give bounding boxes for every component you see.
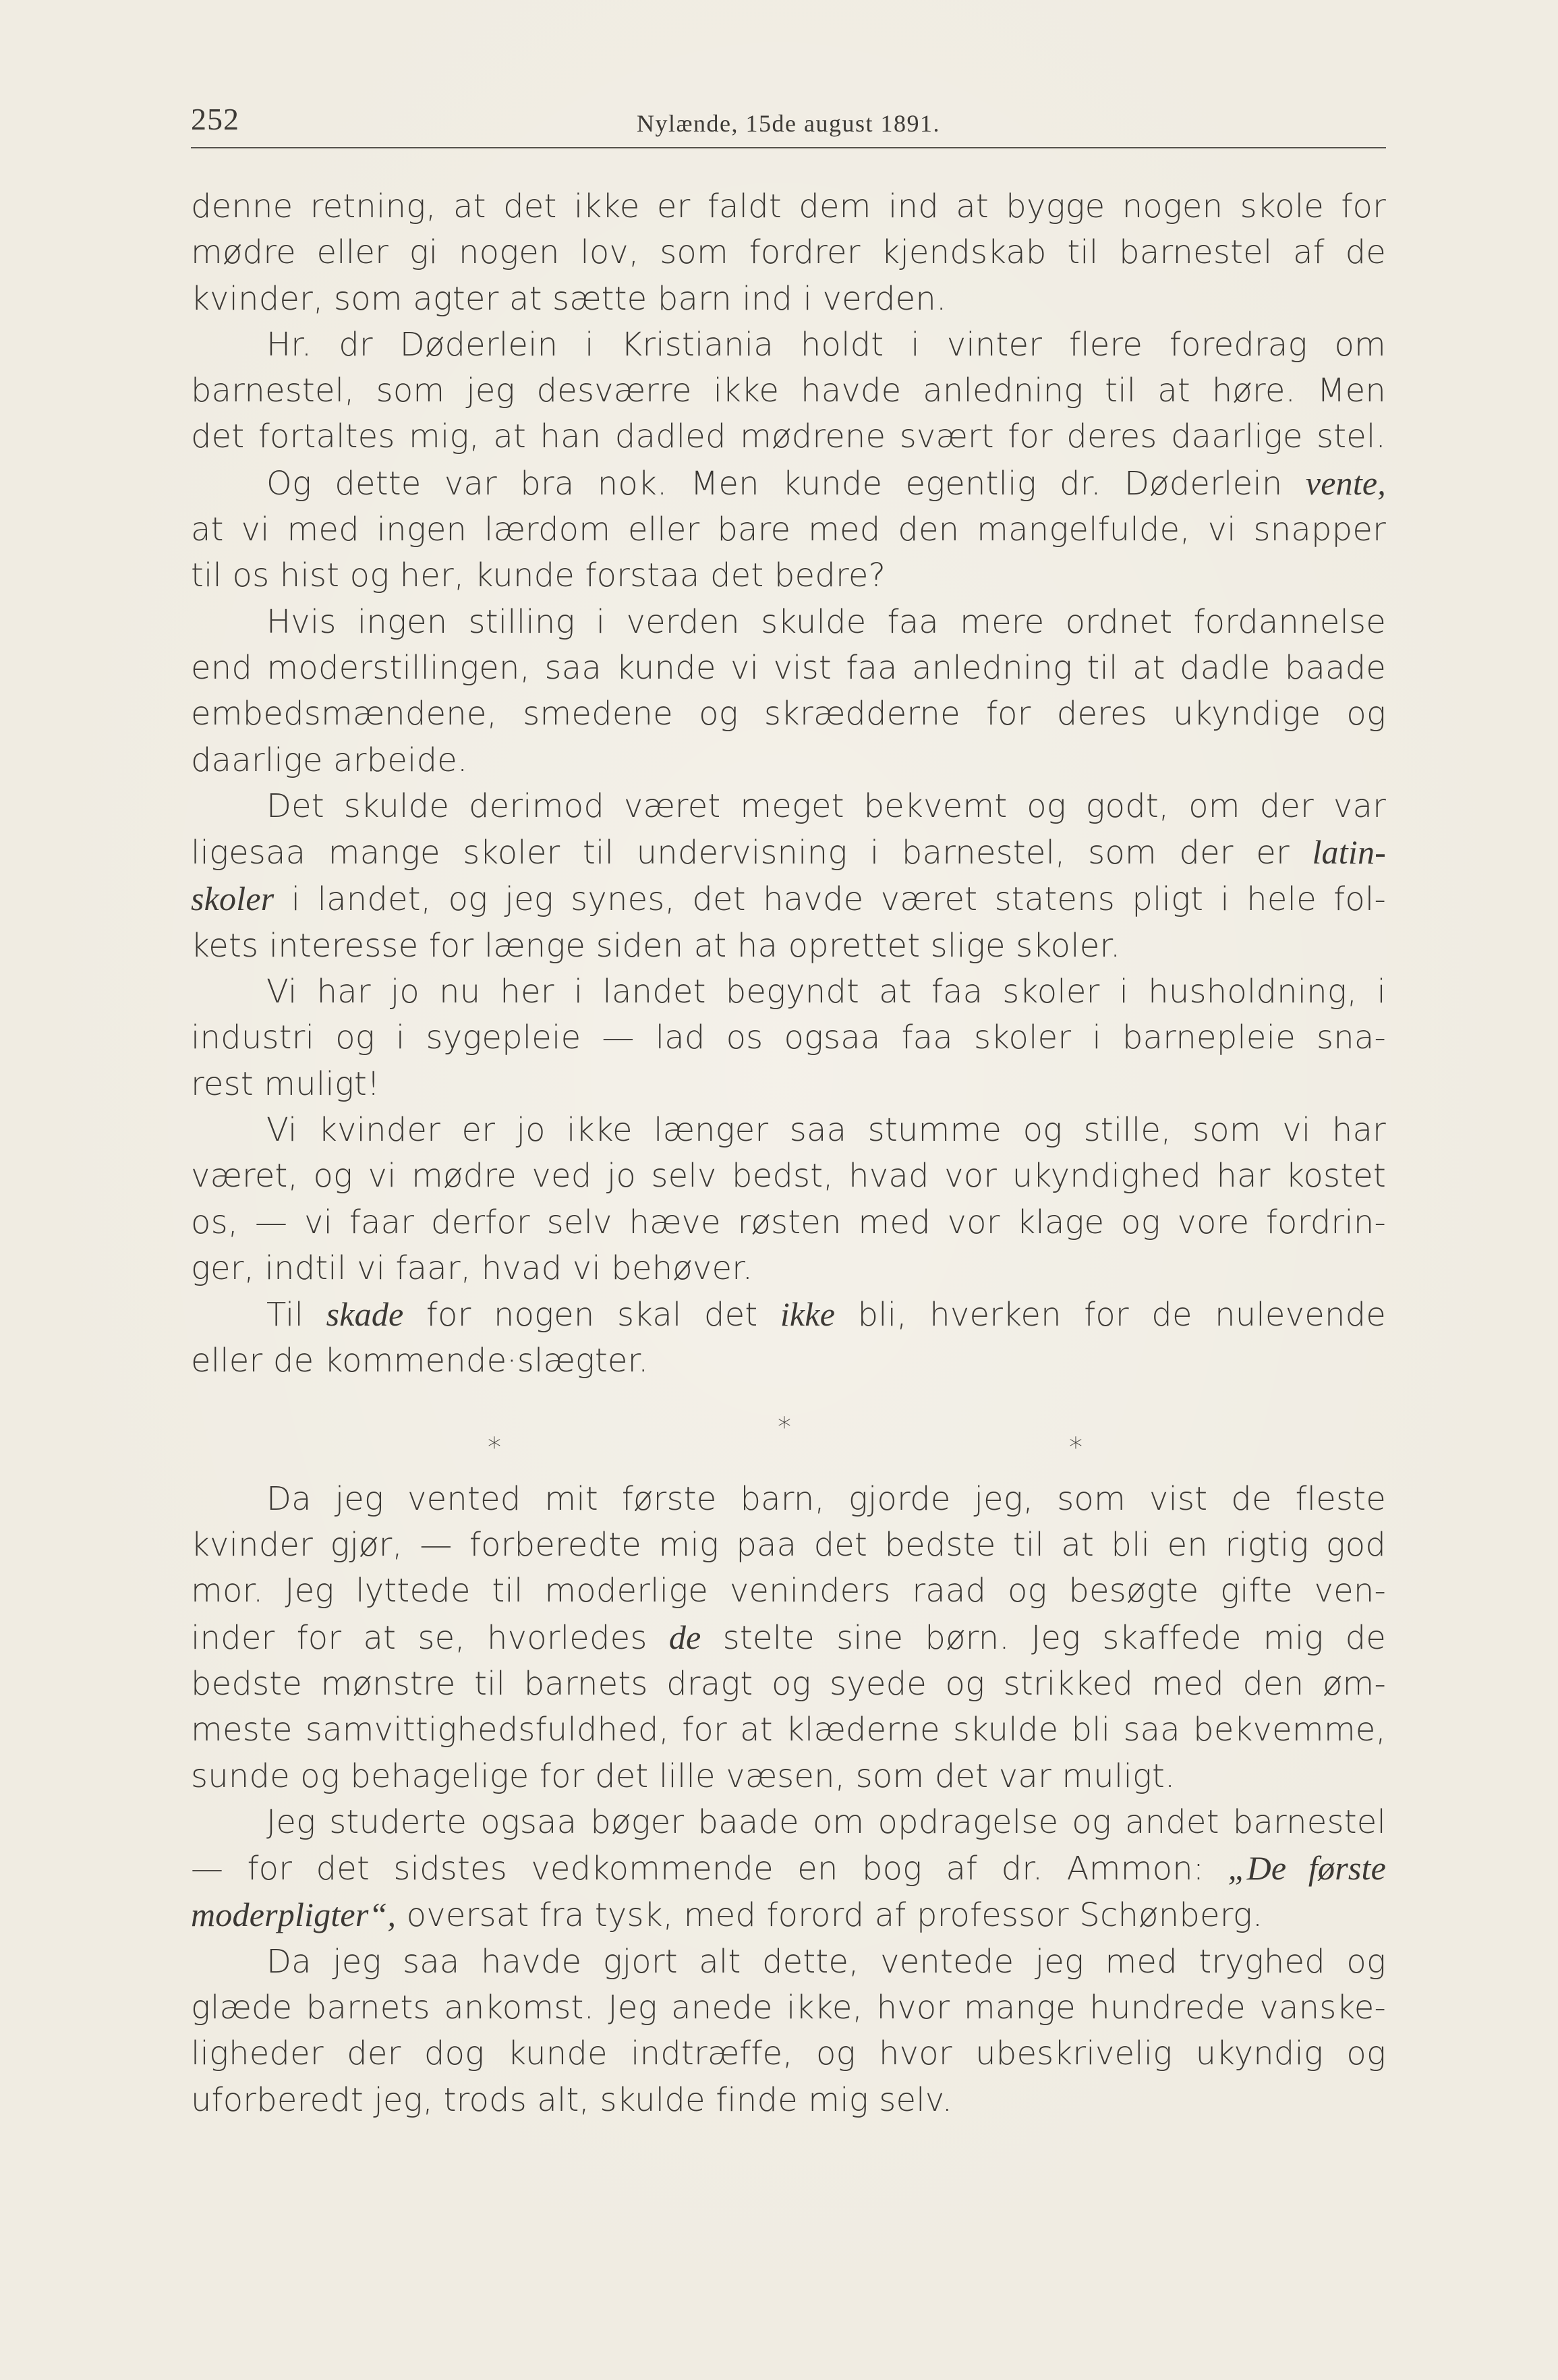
- italic-word: skade: [326, 1295, 404, 1334]
- text-line: industri og i sygepleie — lad os ogsaa faa skoler i barnepleie sna-: [191, 1019, 1386, 1057]
- text-segment: for nogen skal det: [426, 1296, 758, 1334]
- text-line: Hr. dr Døderlein i Kristiania holdt i vinter flere foredrag om: [266, 325, 1386, 364]
- text-line: [191, 1892, 1386, 1938]
- text-line: det fortaltes mig, at han dadled mødrene svært for deres daarlige stel.: [191, 418, 1386, 456]
- paragraph: [191, 783, 1386, 969]
- text-line: ger, indtil vi faar, hvad vi behøver.: [191, 1249, 753, 1287]
- asterisk-right: *: [1069, 1432, 1083, 1463]
- text-line: daarlige arbeide.: [191, 741, 468, 779]
- italic-word: de: [668, 1618, 701, 1656]
- text-line: meste samvittighedsfuldhed, for at klæderne skulde bli saa bekvemme,: [191, 1711, 1386, 1749]
- text-segment: stelte sine børn. Jeg skaffede mig de: [722, 1618, 1386, 1657]
- text-line: denne retning, at det ikke er faldt dem ind at bygge nogen skole for: [191, 188, 1386, 225]
- text-segment: oversat fra tysk, med forord af professor Schønberg.: [406, 1896, 1263, 1935]
- italic-title: moderpligter“,: [191, 1896, 397, 1934]
- text-line: kets interesse for længe siden at ha oprettet slige skoler.: [191, 926, 1121, 965]
- text-line: mor. Jeg lyttede til moderlige veninders raad og besøgte gifte ven-: [191, 1572, 1386, 1610]
- paragraph: [191, 1939, 1386, 2123]
- text-line: [191, 829, 1386, 876]
- paragraph: [191, 183, 1386, 322]
- paragraph: [191, 599, 1386, 783]
- text-line: Da jeg vented mit første barn, gjorde jeg, som vist de fleste: [266, 1479, 1386, 1518]
- paragraph: [191, 969, 1386, 1107]
- text-line: sunde og behagelige for det lille væsen, som det var muligt.: [191, 1757, 1176, 1795]
- page-header: [191, 100, 1386, 151]
- paragraph: [191, 460, 1386, 599]
- text-line: at vi med ingen lærdom eller bare med den mangelfulde, vi snapper: [191, 511, 1386, 549]
- text-line: end moderstillingen, saa kunde vi vist faa anledning til at dadle baade: [191, 648, 1386, 687]
- page-number: 252: [191, 102, 239, 136]
- asterisk-top: *: [778, 1411, 792, 1443]
- text-segment: ligesaa mange skoler til undervisning i barnestel, som der er: [191, 834, 1290, 872]
- text-line: eller de kommende·slægter.: [191, 1342, 649, 1380]
- italic-word: vente,: [1305, 463, 1386, 502]
- text-line: Hvis ingen stilling i verden skulde faa mere ordnet fordannelse: [266, 602, 1386, 641]
- text-line: Da jeg saa havde gjort alt dette, ventede jeg med tryghed og: [266, 1942, 1386, 1981]
- header-rule: [191, 147, 1386, 148]
- text-segment: inder for at se, hvorledes: [191, 1618, 647, 1657]
- paragraph: [191, 322, 1386, 460]
- paragraph: [191, 1476, 1386, 1799]
- running-head: Nylænde, 15de august 1891.: [637, 110, 940, 137]
- text-line: bedste mønstre til barnets dragt og syede og strikked med den øm-: [191, 1664, 1386, 1703]
- italic-word: latin-: [1312, 833, 1386, 872]
- text-line: til os hist og her, kunde forstaa det bedre?: [191, 557, 886, 595]
- text-line: [191, 1845, 1386, 1892]
- text-segment: Og dette var bra nok. Men kunde egentlig dr. Døderlein: [266, 464, 1283, 503]
- text-line: kvinder, som agter at sætte barn ind i verden.: [191, 279, 947, 318]
- text-line: rest muligt!: [191, 1065, 380, 1103]
- text-line: været, og vi mødre ved jo selv bedst, hvad vor ukyndighed har kostet: [191, 1157, 1386, 1195]
- text-line: [191, 1291, 1386, 1338]
- text-line: [191, 876, 1386, 922]
- text-segment: — for det sidstes vedkommende en bog af dr. Ammon:: [191, 1850, 1205, 1888]
- paragraph: [191, 1291, 1386, 1384]
- italic-title: „De første: [1228, 1849, 1387, 1888]
- text-segment: i landet, og jeg synes, det havde været statens pligt i hele fol-: [291, 880, 1386, 919]
- text-segment: bli, hverken for de nulevende: [857, 1296, 1387, 1334]
- text-line: uforberedt jeg, trods alt, skulde finde mig selv.: [191, 2080, 953, 2119]
- text-line: os, — vi faar derfor selv hæve røsten med vor klage og vore fordrin-: [191, 1203, 1386, 1241]
- text-line: Vi kvinder er jo ikke længer saa stumme og stille, som vi har: [266, 1110, 1386, 1149]
- text-line: [191, 460, 1386, 507]
- text-line: Det skulde derimod været meget bekvemt og godt, om der var: [266, 787, 1386, 825]
- paragraph: [191, 1107, 1386, 1291]
- text-line: embedsmændene, smedene og skrædderne for deres ukyndige og: [191, 695, 1386, 733]
- text-line: Jeg studerte ogsaa bøger baade om opdragelse og andet barnestel: [266, 1803, 1386, 1841]
- text-line: kvinder gjør, — forberedte mig paa det bedste til at bli en rigtig god: [191, 1526, 1386, 1564]
- section-break-asterism: [191, 1384, 1386, 1476]
- paragraph: [191, 1799, 1386, 1939]
- text-line: barnestel, som jeg desværre ikke havde anledning til at høre. Men: [191, 372, 1386, 410]
- text-line: mødre eller gi nogen lov, som fordrer kjendskab til barnestel af de: [191, 233, 1386, 272]
- italic-word: skoler: [191, 880, 275, 918]
- text-line: [191, 1614, 1386, 1661]
- italic-word: ikke: [780, 1295, 836, 1334]
- text-segment: Til: [266, 1296, 304, 1334]
- asterisk-left: *: [488, 1432, 502, 1463]
- text-line: Vi har jo nu her i landet begyndt at faa skoler i husholdning, i: [266, 973, 1386, 1011]
- body-text: [191, 183, 1386, 2123]
- text-line: ligheder der dog kunde indtræffe, og hvor ubeskrivelig ukyndig og: [191, 2035, 1386, 2073]
- text-line: glæde barnets ankomst. Jeg anede ikke, hvor mange hundrede vanske-: [191, 1988, 1386, 2027]
